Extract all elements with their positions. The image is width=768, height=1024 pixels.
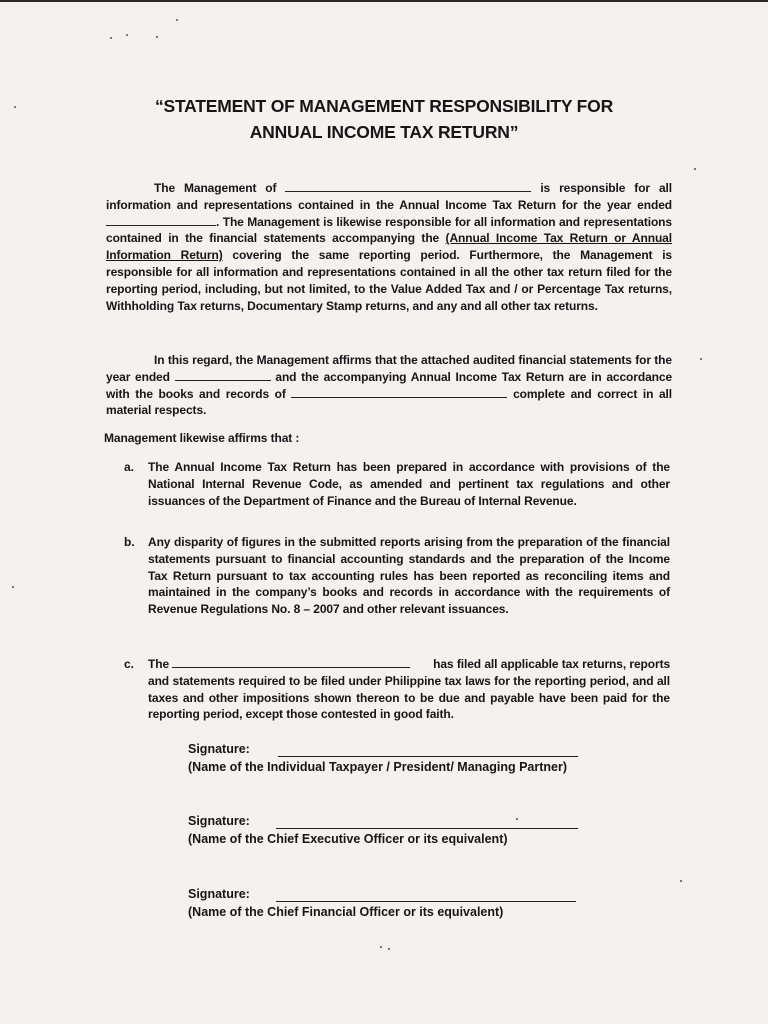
scan-speck bbox=[126, 34, 128, 36]
scan-speck bbox=[156, 36, 158, 38]
document-title bbox=[100, 93, 668, 145]
para1-part4: covering the same reporting period. Furthermore, the Management is responsible for all information and representations contained in all the other tax return filed for the reporting period, including, but not limited, to the Value Added Tax and / or Percentage Tax returns, Withholding Tax returns, Documentary Stamp returns, and any and all other tax returns. bbox=[106, 248, 673, 313]
affirms-intro: Management likewise affirms that : bbox=[104, 431, 300, 445]
item-marker: a. bbox=[124, 460, 134, 474]
year-ended-blank-2 bbox=[175, 370, 271, 381]
item-text: Any disparity of figures in the submitted reports arising from the preparation of the financial statements pursuant to financial accounting standards and the preparation of the Income Tax Return pursuant to tax accounting rules has been reported as reconciling items and maintained in the company’s books and records in accordance with the requirements of Revenue Regulations No. 8 – 2007 and other relevant issuances. bbox=[148, 535, 670, 617]
scan-speck bbox=[388, 948, 390, 950]
signature-block-2 bbox=[188, 812, 508, 848]
scan-speck bbox=[380, 946, 382, 948]
signature-line-2 bbox=[276, 828, 578, 829]
signatory-name: (Name of the Individual Taxpayer / President/ Managing Partner) bbox=[188, 760, 568, 774]
para1-underlined: (Annual Income Tax Return or Annual Information Return) bbox=[106, 231, 672, 263]
item-marker: b. bbox=[124, 535, 135, 549]
scan-speck bbox=[110, 37, 112, 39]
scan-speck bbox=[700, 358, 702, 360]
para1-part3: . The Management is likewise responsible for all information and representations contained in the financial statements accompanying the bbox=[106, 214, 672, 246]
signature-label: Signature: bbox=[188, 742, 250, 756]
item-c-part1: The bbox=[148, 657, 170, 671]
books-records-blank bbox=[291, 387, 507, 398]
scan-speck bbox=[14, 106, 16, 108]
affirmation-item-b bbox=[124, 534, 670, 618]
scan-speck bbox=[12, 586, 14, 588]
scan-speck bbox=[516, 818, 518, 820]
para1-part2: is responsible for all information and representations contained in the Annual Income Tax Return for the year ended bbox=[106, 181, 672, 212]
scan-speck bbox=[176, 19, 178, 21]
signature-label: Signature: bbox=[188, 814, 250, 828]
para2-part3: complete and correct in all material respects. bbox=[106, 386, 672, 418]
item-marker: c. bbox=[124, 657, 134, 671]
affirmation-item-c bbox=[124, 656, 670, 723]
year-ended-blank bbox=[106, 215, 216, 226]
affirmation-item-a bbox=[124, 459, 670, 509]
company-name-blank bbox=[285, 181, 531, 192]
signatory-name: (Name of the Chief Financial Officer or its equivalent) bbox=[188, 905, 504, 919]
paragraph-affirmation bbox=[106, 352, 672, 419]
signature-block-1 bbox=[188, 740, 567, 776]
signature-label: Signature: bbox=[188, 887, 250, 901]
para2-part2: and the accompanying Annual Income Tax Return are in accordance with the books and records of bbox=[106, 369, 673, 401]
signature-line-1 bbox=[278, 756, 578, 757]
taxpayer-name-blank bbox=[172, 657, 410, 668]
item-text: The Annual Income Tax Return has been prepared in accordance with provisions of the National Internal Revenue Code, as amended and pertinent tax regulations and other issuances of the Department of Finance and the Bureau of Internal Revenue. bbox=[148, 460, 670, 508]
para1-part1: The Management of bbox=[154, 181, 277, 195]
item-text bbox=[148, 656, 670, 723]
item-c-part2: has filed all applicable tax returns, reports and statements required to be filed under Philippine tax laws for the reporting period, and all taxes and other impositions shown thereon to be due and payable have been paid for the reporting period, except those contested in good faith. bbox=[148, 657, 671, 722]
para2-part1: In this regard, the Management affirms that the attached audited financial statements for the year ended bbox=[106, 353, 672, 384]
title-line-2: ANNUAL INCOME TAX RETURN” bbox=[249, 122, 519, 142]
signature-line-3 bbox=[276, 901, 576, 902]
scan-speck bbox=[694, 168, 696, 170]
signatory-name: (Name of the Chief Executive Officer or its equivalent) bbox=[188, 832, 508, 846]
paragraph-responsibility bbox=[106, 180, 672, 314]
title-line-1: “STATEMENT OF MANAGEMENT RESPONSIBILITY FOR bbox=[154, 96, 614, 116]
signature-block-3 bbox=[188, 885, 503, 921]
scan-speck bbox=[680, 880, 682, 882]
scan-edge bbox=[0, 0, 768, 2]
